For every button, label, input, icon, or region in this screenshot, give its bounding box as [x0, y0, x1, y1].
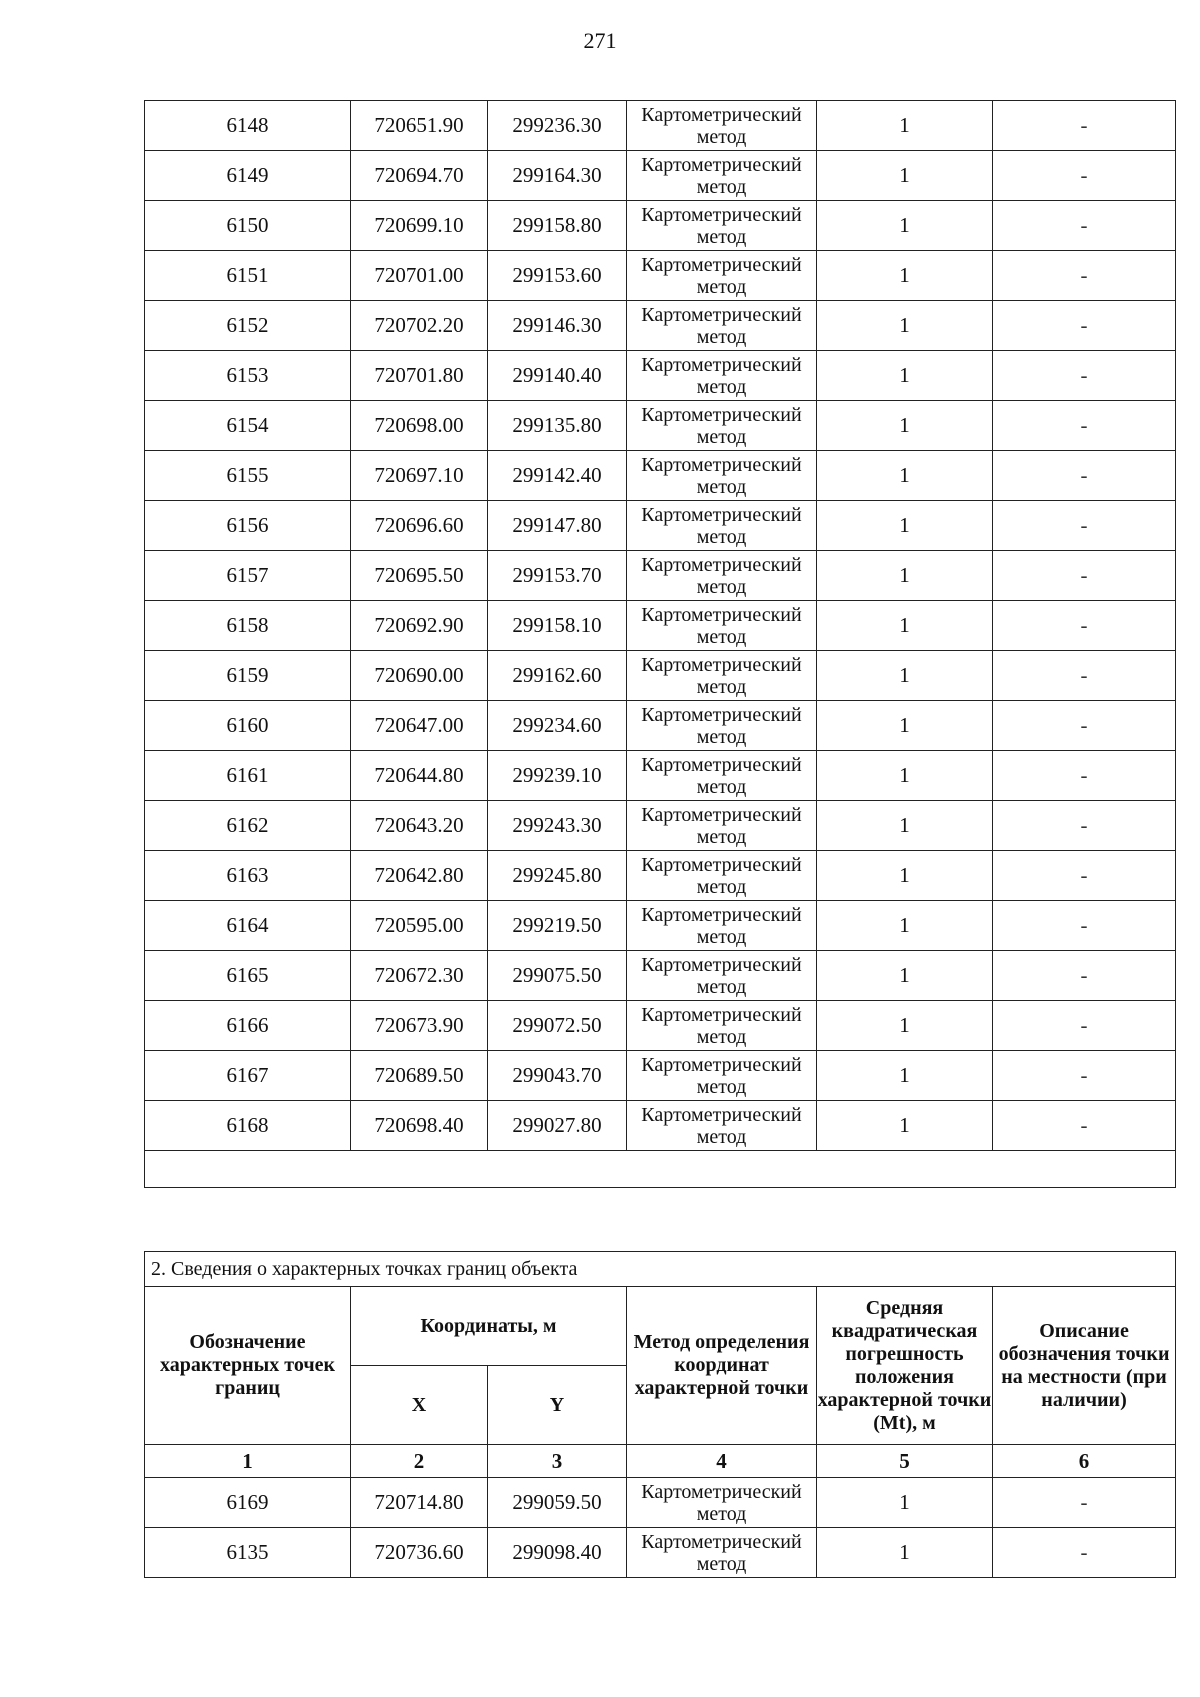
- cell-point: 6159: [145, 651, 351, 701]
- section-title: 2. Сведения о характерных точках границ объекта: [145, 1252, 1176, 1287]
- cell-point: 6166: [145, 1001, 351, 1051]
- cell-method: Картометрический метод: [627, 801, 817, 851]
- cell-x: 720689.50: [351, 1051, 488, 1101]
- cell-error: 1: [817, 1478, 993, 1528]
- cell-y: 299164.30: [488, 151, 627, 201]
- cell-x: 720696.60: [351, 501, 488, 551]
- cell-error: 1: [817, 1528, 993, 1578]
- cell-point: 6162: [145, 801, 351, 851]
- column-number: 6: [993, 1445, 1176, 1478]
- table-row: [145, 351, 1176, 401]
- cell-error: 1: [817, 951, 993, 1001]
- cell-x: 720673.90: [351, 1001, 488, 1051]
- column-number: 3: [488, 1445, 627, 1478]
- cell-x: 720595.00: [351, 901, 488, 951]
- cell-method: Картометрический метод: [627, 301, 817, 351]
- cell-method: Картометрический метод: [627, 951, 817, 1001]
- cell-y: 299234.60: [488, 701, 627, 751]
- cell-error: 1: [817, 801, 993, 851]
- cell-desc: -: [993, 251, 1176, 301]
- cell-desc: -: [993, 101, 1176, 151]
- cell-error: 1: [817, 1001, 993, 1051]
- cell-point: 6168: [145, 1101, 351, 1151]
- table-row: [145, 501, 1176, 551]
- cell-y: 299059.50: [488, 1478, 627, 1528]
- cell-desc: -: [993, 801, 1176, 851]
- table-row: [145, 901, 1176, 951]
- cell-method: Картометрический метод: [627, 151, 817, 201]
- cell-y: 299142.40: [488, 451, 627, 501]
- cell-desc: -: [993, 451, 1176, 501]
- cell-y: 299140.40: [488, 351, 627, 401]
- cell-y: 299153.60: [488, 251, 627, 301]
- table-row: [145, 701, 1176, 751]
- cell-x: 720695.50: [351, 551, 488, 601]
- cell-desc: -: [993, 951, 1176, 1001]
- cell-desc: -: [993, 1528, 1176, 1578]
- cell-x: 720701.00: [351, 251, 488, 301]
- cell-method: Картометрический метод: [627, 501, 817, 551]
- column-number-row: [145, 1445, 1176, 1478]
- cell-y: 299245.80: [488, 851, 627, 901]
- cell-error: 1: [817, 101, 993, 151]
- cell-desc: -: [993, 151, 1176, 201]
- cell-desc: -: [993, 501, 1176, 551]
- cell-y: 299027.80: [488, 1101, 627, 1151]
- cell-method: Картометрический метод: [627, 1478, 817, 1528]
- cell-x: 720647.00: [351, 701, 488, 751]
- cell-y: 299236.30: [488, 101, 627, 151]
- cell-y: 299147.80: [488, 501, 627, 551]
- cell-desc: -: [993, 601, 1176, 651]
- cell-y: 299162.60: [488, 651, 627, 701]
- table-row: [145, 451, 1176, 501]
- cell-method: Картометрический метод: [627, 1101, 817, 1151]
- cell-x: 720698.40: [351, 1101, 488, 1151]
- table-row: [145, 1528, 1176, 1578]
- header-point: Обозначение характерных точек границ: [145, 1287, 351, 1445]
- cell-x: 720672.30: [351, 951, 488, 1001]
- cell-method: Картометрический метод: [627, 401, 817, 451]
- cell-error: 1: [817, 851, 993, 901]
- column-number: 5: [817, 1445, 993, 1478]
- header-error: Средняя квадратическая погрешность положения характерной точки (Mt), м: [817, 1287, 993, 1445]
- table-row: [145, 651, 1176, 701]
- cell-error: 1: [817, 751, 993, 801]
- page-number: 271: [583, 28, 617, 53]
- cell-method: Картометрический метод: [627, 1001, 817, 1051]
- cell-x: 720736.60: [351, 1528, 488, 1578]
- cell-x: 720690.00: [351, 651, 488, 701]
- table-row: [145, 1051, 1176, 1101]
- table-row: [145, 801, 1176, 851]
- cell-desc: -: [993, 901, 1176, 951]
- cell-y: 299098.40: [488, 1528, 627, 1578]
- cell-x: 720698.00: [351, 401, 488, 451]
- column-number: 1: [145, 1445, 351, 1478]
- cell-x: 720702.20: [351, 301, 488, 351]
- cell-error: 1: [817, 1051, 993, 1101]
- cell-error: 1: [817, 701, 993, 751]
- cell-error: 1: [817, 1101, 993, 1151]
- cell-desc: -: [993, 1051, 1176, 1101]
- cell-desc: -: [993, 1001, 1176, 1051]
- header-x: X: [351, 1366, 488, 1445]
- cell-error: 1: [817, 401, 993, 451]
- cell-method: Картометрический метод: [627, 851, 817, 901]
- cell-error: 1: [817, 351, 993, 401]
- cell-error: 1: [817, 151, 993, 201]
- cell-y: 299158.10: [488, 601, 627, 651]
- cell-desc: -: [993, 301, 1176, 351]
- cell-error: 1: [817, 301, 993, 351]
- table-row: [145, 1001, 1176, 1051]
- cell-point: 6160: [145, 701, 351, 751]
- cell-error: 1: [817, 551, 993, 601]
- cell-y: 299146.30: [488, 301, 627, 351]
- cell-y: 299043.70: [488, 1051, 627, 1101]
- cell-y: 299239.10: [488, 751, 627, 801]
- table-row: [145, 601, 1176, 651]
- table-row: [145, 251, 1176, 301]
- cell-point: 6151: [145, 251, 351, 301]
- column-number: 4: [627, 1445, 817, 1478]
- header-y: Y: [488, 1366, 627, 1445]
- table-body: [145, 101, 1176, 1188]
- header-desc: Описание обозначения точки на местности (при наличии): [993, 1287, 1176, 1445]
- cell-error: 1: [817, 451, 993, 501]
- cell-desc: -: [993, 401, 1176, 451]
- table-row: [145, 751, 1176, 801]
- cell-x: 720692.90: [351, 601, 488, 651]
- empty-cell: [145, 1151, 1176, 1188]
- cell-method: Картометрический метод: [627, 751, 817, 801]
- table-row: [145, 1478, 1176, 1528]
- cell-desc: -: [993, 351, 1176, 401]
- cell-error: 1: [817, 251, 993, 301]
- cell-desc: -: [993, 1478, 1176, 1528]
- header-coords: Координаты, м: [351, 1287, 627, 1366]
- cell-desc: -: [993, 651, 1176, 701]
- table-body: [145, 1252, 1176, 1578]
- cell-method: Картометрический метод: [627, 1051, 817, 1101]
- cell-method: Картометрический метод: [627, 901, 817, 951]
- cell-desc: -: [993, 551, 1176, 601]
- cell-point: 6150: [145, 201, 351, 251]
- boundary-points-table: [144, 1251, 1176, 1578]
- cell-y: 299243.30: [488, 801, 627, 851]
- cell-point: 6158: [145, 601, 351, 651]
- cell-y: 299075.50: [488, 951, 627, 1001]
- cell-method: Картометрический метод: [627, 601, 817, 651]
- cell-x: 720651.90: [351, 101, 488, 151]
- cell-y: 299072.50: [488, 1001, 627, 1051]
- table-row: [145, 851, 1176, 901]
- cell-error: 1: [817, 901, 993, 951]
- empty-row: [145, 1151, 1176, 1188]
- cell-point: 6161: [145, 751, 351, 801]
- table-row: [145, 201, 1176, 251]
- cell-point: 6149: [145, 151, 351, 201]
- cell-point: 6152: [145, 301, 351, 351]
- cell-method: Картометрический метод: [627, 351, 817, 401]
- table-row: [145, 401, 1176, 451]
- cell-y: 299135.80: [488, 401, 627, 451]
- cell-error: 1: [817, 651, 993, 701]
- cell-x: 720642.80: [351, 851, 488, 901]
- cell-method: Картометрический метод: [627, 101, 817, 151]
- cell-point: 6163: [145, 851, 351, 901]
- table-row: [145, 101, 1176, 151]
- cell-method: Картометрический метод: [627, 201, 817, 251]
- header-method: Метод определения координат характерной точки: [627, 1287, 817, 1445]
- cell-error: 1: [817, 501, 993, 551]
- coordinates-table-continued: [144, 100, 1176, 1188]
- cell-y: 299153.70: [488, 551, 627, 601]
- cell-x: 720694.70: [351, 151, 488, 201]
- table-row: [145, 1101, 1176, 1151]
- cell-point: 6155: [145, 451, 351, 501]
- cell-y: 299219.50: [488, 901, 627, 951]
- table-row: [145, 301, 1176, 351]
- cell-desc: -: [993, 701, 1176, 751]
- cell-error: 1: [817, 601, 993, 651]
- cell-point: 6153: [145, 351, 351, 401]
- cell-method: Картометрический метод: [627, 251, 817, 301]
- cell-point: 6165: [145, 951, 351, 1001]
- cell-x: 720714.80: [351, 1478, 488, 1528]
- cell-method: Картометрический метод: [627, 451, 817, 501]
- table-row: [145, 151, 1176, 201]
- cell-method: Картометрический метод: [627, 1528, 817, 1578]
- cell-point: 6167: [145, 1051, 351, 1101]
- cell-x: 720643.20: [351, 801, 488, 851]
- cell-point: 6164: [145, 901, 351, 951]
- cell-y: 299158.80: [488, 201, 627, 251]
- cell-desc: -: [993, 201, 1176, 251]
- table-row: [145, 551, 1176, 601]
- cell-x: 720697.10: [351, 451, 488, 501]
- cell-method: Картометрический метод: [627, 701, 817, 751]
- cell-point: 6135: [145, 1528, 351, 1578]
- cell-point: 6157: [145, 551, 351, 601]
- cell-desc: -: [993, 751, 1176, 801]
- cell-error: 1: [817, 201, 993, 251]
- cell-method: Картометрический метод: [627, 551, 817, 601]
- cell-point: 6156: [145, 501, 351, 551]
- cell-point: 6169: [145, 1478, 351, 1528]
- cell-desc: -: [993, 851, 1176, 901]
- column-number: 2: [351, 1445, 488, 1478]
- cell-x: 720701.80: [351, 351, 488, 401]
- cell-point: 6154: [145, 401, 351, 451]
- table-row: [145, 951, 1176, 1001]
- cell-desc: -: [993, 1101, 1176, 1151]
- cell-point: 6148: [145, 101, 351, 151]
- cell-method: Картометрический метод: [627, 651, 817, 701]
- cell-x: 720644.80: [351, 751, 488, 801]
- cell-x: 720699.10: [351, 201, 488, 251]
